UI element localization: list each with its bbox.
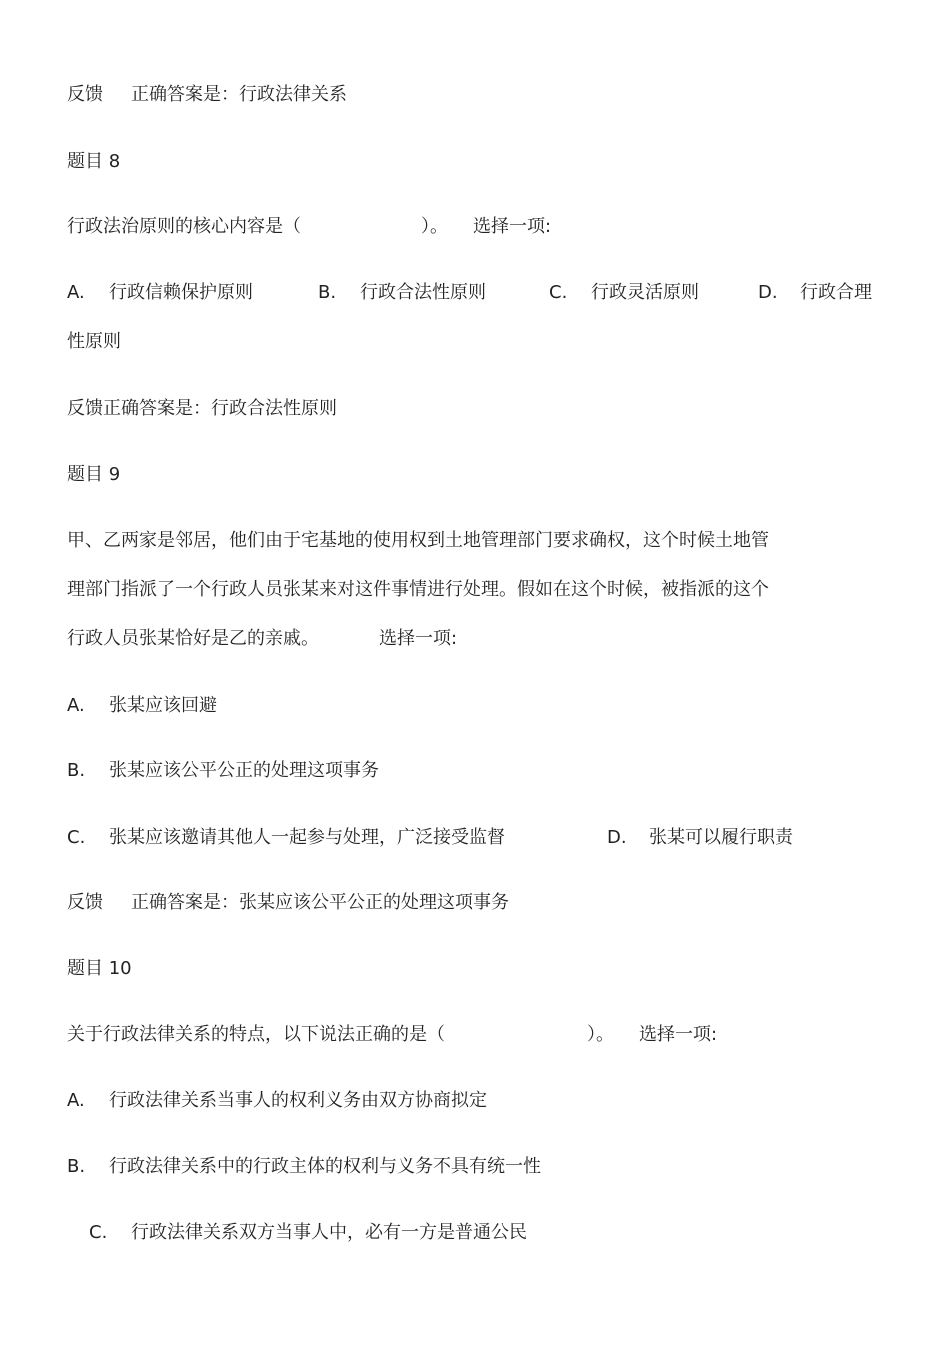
q9-heading: 题目 9	[67, 464, 121, 485]
q10-option-b-letter[interactable]: B.	[67, 1156, 86, 1177]
q8-option-d-continuation[interactable]: 性原则	[67, 331, 121, 352]
q9-stem-line-3-text: 行政人员张某恰好是乙的亲戚。	[67, 628, 319, 649]
q9-feedback-label: 反馈	[67, 892, 103, 913]
q9-option-b-letter[interactable]: B.	[67, 760, 86, 781]
q10-option-c-text[interactable]: 行政法律关系双方当事人中，必有一方是普通公民	[131, 1222, 527, 1243]
q10-select-hint: 选择一项:	[639, 1024, 718, 1045]
q9-option-c-letter[interactable]: C.	[67, 827, 86, 848]
q8-select-hint: 选择一项:	[473, 216, 552, 237]
q9-feedback-answer: 正确答案是：张某应该公平公正的处理这项事务	[131, 892, 509, 913]
q8-option-c-letter[interactable]: C.	[549, 282, 568, 303]
q10-heading: 题目 10	[67, 958, 132, 979]
q10-option-c-letter[interactable]: C.	[89, 1222, 108, 1243]
q9-option-d-text[interactable]: 张某可以履行职责	[649, 827, 793, 848]
q8-option-c-text[interactable]: 行政灵活原则	[591, 282, 699, 303]
q8-option-b-text[interactable]: 行政合法性原则	[360, 282, 486, 303]
q9-option-a-letter[interactable]: A.	[67, 695, 85, 716]
q10-option-a-letter[interactable]: A.	[67, 1090, 85, 1111]
q8-option-b-letter[interactable]: B.	[318, 282, 337, 303]
q9-stem-line-2: 理部门指派了一个行政人员张某来对这件事情进行处理。假如在这个时候，被指派的这个	[67, 579, 769, 600]
q8-option-d-letter[interactable]: D.	[758, 282, 778, 303]
q10-option-b-text[interactable]: 行政法律关系中的行政主体的权利与义务不具有统一性	[109, 1156, 541, 1177]
q10-stem: 关于行政法律关系的特点，以下说法正确的是（	[67, 1024, 445, 1045]
q8-option-a-text[interactable]: 行政信赖保护原则	[109, 282, 253, 303]
q8-option-d-text[interactable]: 行政合理	[800, 282, 872, 303]
q7-feedback-answer: 正确答案是：行政法律关系	[131, 84, 347, 105]
q9-option-d-letter[interactable]: D.	[607, 827, 627, 848]
q9-select-hint: 选择一项:	[379, 628, 458, 649]
q9-option-c-text[interactable]: 张某应该邀请其他人一起参与处理，广泛接受监督	[109, 827, 505, 848]
q10-stem-close: ）。	[587, 1024, 614, 1045]
q8-stem: 行政法治原则的核心内容是（	[67, 216, 301, 237]
q9-stem-line-1: 甲、乙两家是邻居，他们由于宅基地的使用权到土地管理部门要求确权，这个时候土地管	[67, 530, 769, 551]
q9-option-b-text[interactable]: 张某应该公平公正的处理这项事务	[109, 760, 379, 781]
q9-option-a-text[interactable]: 张某应该回避	[109, 695, 217, 716]
q7-feedback-label: 反馈	[67, 84, 103, 105]
q8-option-a-letter[interactable]: A.	[67, 282, 85, 303]
q10-option-a-text[interactable]: 行政法律关系当事人的权利义务由双方协商拟定	[109, 1090, 487, 1111]
q8-feedback: 反馈正确答案是：行政合法性原则	[67, 398, 337, 419]
q8-heading: 题目 8	[67, 151, 121, 172]
q8-stem-close: ）。	[421, 216, 448, 237]
